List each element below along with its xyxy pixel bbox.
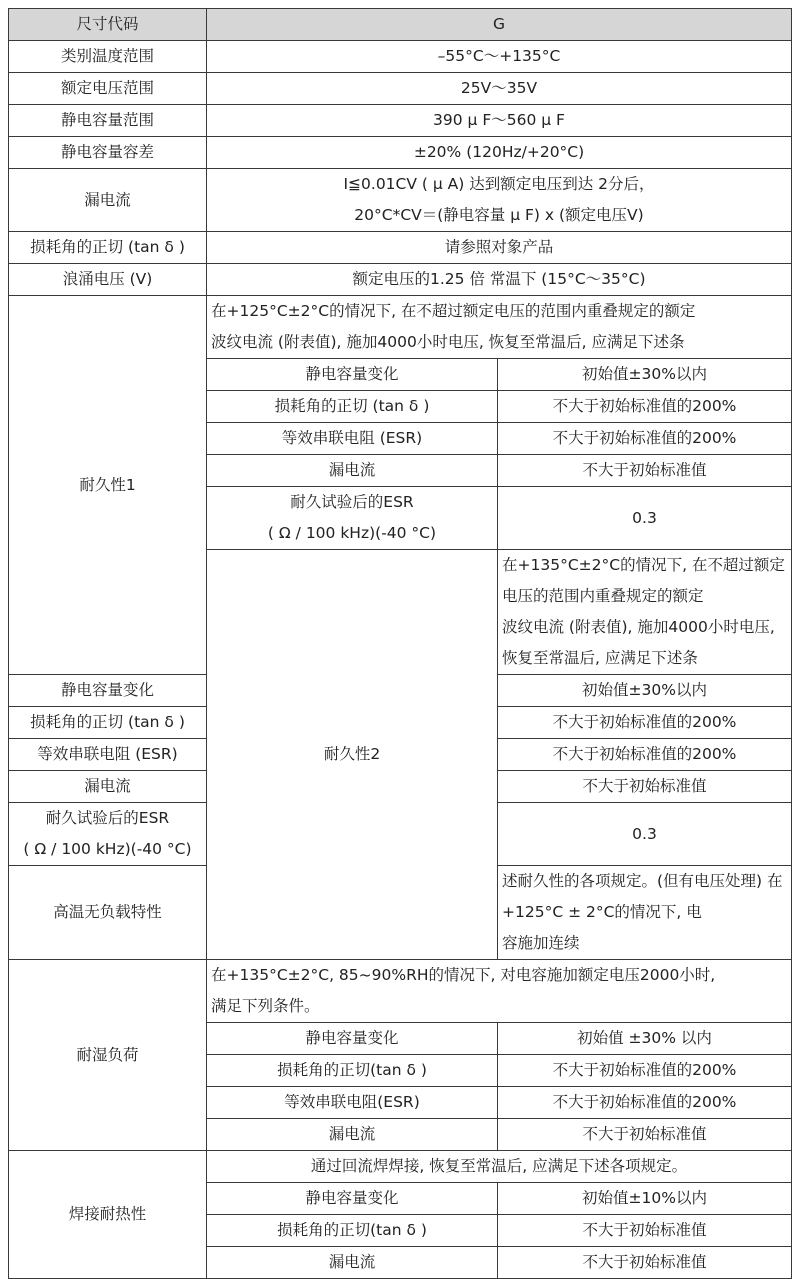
endurance2-label: 耐久性2 [207,550,498,960]
item-cell: 静电容量变化 [207,1183,498,1215]
desc-line-1: 述耐久性的各项规定。(但有电压处理) 在 +125°C ± 2°C的情况下, 电 [502,872,783,921]
tan-delta-row [9,232,792,264]
leakage-line-1: I≦0.01CV ( μ A) 达到额定电压到达 2分后， [343,175,655,193]
value-cell: 初始值 ±30% 以内 [498,1023,792,1055]
item-cell: 静电容量变化 [207,1023,498,1055]
humidity-desc-row [9,960,792,1023]
endurance2-desc [498,550,792,675]
row-value: 额定电压的1.25 倍 常温下 (15°C～35°C) [207,264,792,296]
header-row [9,9,792,41]
value-cell: 不大于初始标准值 [498,1215,792,1247]
value-cell: 不大于初始标准值的200% [498,1055,792,1087]
value-cell: 不大于初始标准值的200% [498,423,792,455]
desc-line-2: 波纹电流 (附表值), 施加4000小时电压, 恢复至常温后, 应满足下述条 [211,333,685,351]
item-cell: 漏电流 [207,455,498,487]
solder-label: 焊接耐热性 [9,1151,207,1279]
esr-value-cell: 0.3 [498,487,792,550]
value-cell: 不大于初始标准值 [498,771,792,803]
item-cell: 损耗角的正切(tan δ ) [207,1055,498,1087]
desc-line-1: 在+125°C±2°C的情况下, 在不超过额定电压的范围内重叠规定的额定 [211,302,696,320]
esr-line-2: ( Ω / 100 kHz)(-40 °C) [23,840,192,858]
high-temp-label: 高温无负载特性 [9,866,207,960]
desc-line-1: 在+135°C±2°C, 85~90%RH的情况下, 对电容施加额定电压2000小时, [211,966,716,984]
item-cell: 漏电流 [207,1247,498,1279]
solder-desc-row [9,1151,792,1183]
endurance1-desc-row [9,296,792,359]
row-label: 损耗角的正切 (tan δ ) [9,232,207,264]
item-cell: 静电容量变化 [207,359,498,391]
value-cell: 不大于初始标准值的200% [498,739,792,771]
esr-item-cell [207,487,498,550]
row-label: 静电容量容差 [9,137,207,169]
item-cell: 等效串联电阻 (ESR) [207,423,498,455]
value-cell: 不大于初始标准值的200% [498,707,792,739]
esr-line-1: 耐久试验后的ESR [45,809,170,827]
humidity-desc [207,960,792,1023]
row-label: 浪涌电压 (V) [9,264,207,296]
item-cell: 静电容量变化 [9,675,207,707]
table-row [9,73,792,105]
esr-line-2: ( Ω / 100 kHz)(-40 °C) [267,524,437,542]
humidity-label: 耐湿负荷 [9,960,207,1151]
table-row [9,137,792,169]
esr-item-cell [9,803,207,866]
leakage-line-2: 20°C*CV＝(静电容量 μ F) x (额定电压V) [354,206,644,224]
endurance1-label: 耐久性1 [9,296,207,675]
row-label: 类别温度范围 [9,41,207,73]
row-value: 25V～35V [207,73,792,105]
item-cell: 漏电流 [9,771,207,803]
value-cell: 不大于初始标准值的200% [498,391,792,423]
header-label: 尺寸代码 [9,9,207,41]
value-cell: 初始值±10%以内 [498,1183,792,1215]
table-row [9,41,792,73]
item-cell: 漏电流 [207,1119,498,1151]
spec-table [8,8,792,1279]
solder-desc: 通过回流焊焊接, 恢复至常温后, 应满足下述各项规定。 [207,1151,792,1183]
desc-line-2: 波纹电流 (附表值), 施加4000小时电压, 恢复至常温后, 应满足下述条 [502,618,775,667]
row-value: 请参照对象产品 [207,232,792,264]
row-label: 静电容量范围 [9,105,207,137]
item-cell: 损耗角的正切(tan δ ) [207,1215,498,1247]
item-cell: 等效串联电阻(ESR) [207,1087,498,1119]
row-value: –55°C～+135°C [207,41,792,73]
value-cell: 初始值±30%以内 [498,675,792,707]
desc-line-2: 容施加连续 [502,934,580,952]
row-label: 额定电压范围 [9,73,207,105]
leakage-row [9,169,792,232]
item-cell: 损耗角的正切 (tan δ ) [207,391,498,423]
row-value: ±20% (120Hz/+20°C) [207,137,792,169]
value-cell: 不大于初始标准值 [498,455,792,487]
high-temp-desc [498,866,792,960]
leakage-value [207,169,792,232]
header-value: G [207,9,792,41]
esr-value-cell: 0.3 [498,803,792,866]
table-row [9,105,792,137]
endurance1-desc [207,296,792,359]
row-label: 漏电流 [9,169,207,232]
surge-row [9,264,792,296]
item-cell: 等效串联电阻 (ESR) [9,739,207,771]
esr-line-1: 耐久试验后的ESR [290,493,414,511]
desc-line-1: 在+135°C±2°C的情况下, 在不超过额定电压的范围内重叠规定的额定 [502,556,785,605]
value-cell: 不大于初始标准值 [498,1119,792,1151]
value-cell: 不大于初始标准值的200% [498,1087,792,1119]
value-cell: 不大于初始标准值 [498,1247,792,1279]
row-value: 390 μ F～560 μ F [207,105,792,137]
desc-line-2: 满足下列条件。 [211,997,320,1015]
item-cell: 损耗角的正切 (tan δ ) [9,707,207,739]
value-cell: 初始值±30%以内 [498,359,792,391]
